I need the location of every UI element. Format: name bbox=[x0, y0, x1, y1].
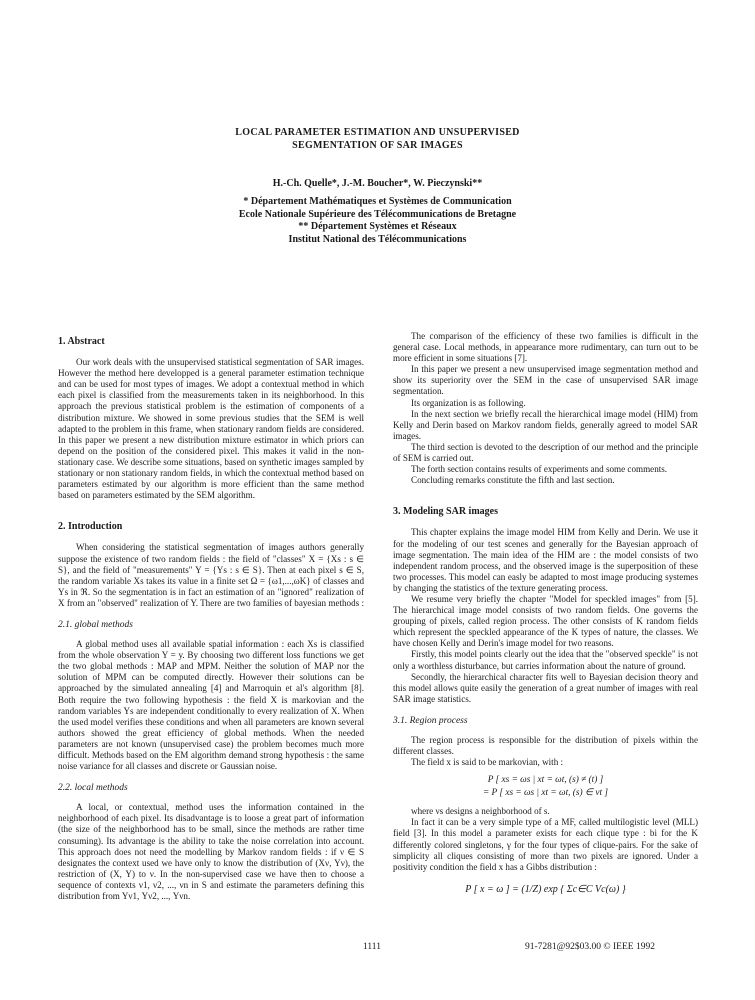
intro-paragraph: Its organization is as following. bbox=[411, 397, 526, 408]
intro-paragraph: The comparison of the efficiency of these two families is difficult in the general case. Local methods, in appearance more rudimentary, can turn out to be more efficient in some situations [7]. bbox=[393, 331, 698, 364]
page-number: 1111 bbox=[363, 942, 381, 952]
region-process-text: where νs designs a neighborhood of s. bbox=[411, 806, 550, 817]
section-heading-introduction: 2. Introduction bbox=[58, 521, 123, 533]
region-process-text: In fact it can be a very simple type of a MF, called multilogistic level (MLL) field [3]. In this model a parameter exists for each clique type : bi for the K differently colored singletons, γ for the four types of clique-pairs. For the sake of simplicity all cliques consisting of more than two pixels are ignored. Under a positivity condition the field x has a Gibbs distribution : bbox=[393, 817, 698, 872]
subsection-heading-region-process: 3.1. Region process bbox=[393, 715, 468, 726]
equation-line: = P [ xs = ωs | xt = ωt, (s) ∈ νt ] bbox=[482, 788, 609, 799]
region-process-text: The region process is responsible for the distribution of pixels within the different classes. bbox=[393, 735, 698, 757]
section-heading-modeling: 3. Modeling SAR images bbox=[393, 506, 498, 518]
intro-paragraph: In the next section we briefly recall the hierarchical image model (HIM) from Kelly and Derin based on Markov random fields, generally agreed to model SAR images. bbox=[393, 408, 698, 441]
affiliation-line: Institut National des Télécommunications bbox=[288, 233, 467, 245]
subsection-heading-global-methods: 2.1. global methods bbox=[58, 619, 133, 630]
intro-paragraph: Concluding remarks constitute the fifth and last section. bbox=[411, 475, 615, 486]
gibbs-equation: P [ x = ω ] = (1/Z) exp { Σc∈C Vc(ω) } bbox=[465, 883, 626, 895]
left-column bbox=[58, 336, 364, 902]
global-methods-text: A global method uses all available spatial information : each Xs is classified from the whole observation Y = y. By choosing two different loss functions we get the two global methods : MAP and MPM. Neither the solution of MAP nor the solution of MPM can be computed directly. However their solutions can be approached by the simulated annealing [4] and Marroquin et al's algorithm [8]. Both require the two following hypothesis : the field X is markovian and the random variables Ys are independent conditionally to every realization of X. When the used model verifies these conditions and when all parameters are known several authors showed the great efficiency of global methods. When the needed parameters are not known (unsupervised case) the problem becomes much more difficult. Methods based on the EM algorithm demand strong hypothesis : the same noise variance for all classes and discrete or Gaussian noise. bbox=[58, 639, 364, 772]
modeling-paragraph: We resume very briefly the chapter "Model for speckled images" from [5]. The hierarchical image model consists of two random fields. One governs the grouping of pixels, called region process. The other consists of K random fields which represent the speckled appearance of the K types of nature, the classes. We have chosen Kelly and Derin's image model for two reasons. bbox=[393, 593, 698, 649]
modeling-paragraph: This chapter explains the image model HIM from Kelly and Derin. We use it for the modeling of our test scenes and generally for the Bayesian approach of image segmentation. The main idea of the HIM are : the model consists of two independent random process, and the observed image is the superposition of these two processes. This model can easly be adapted to most image producing systemes by changing the statistics of the texture generating process. bbox=[393, 527, 698, 593]
markov-equation bbox=[393, 774, 698, 800]
title-line-1: LOCAL PARAMETER ESTIMATION AND UNSUPERVISED bbox=[235, 127, 520, 138]
title-line-2: SEGMENTATION OF SAR IMAGES bbox=[292, 140, 463, 151]
modeling-paragraph: Secondly, the hierarchical character fits well to Bayesian decision theory and this model allows quite easily the generation of a great number of images with real SAR image statistics. bbox=[393, 671, 698, 704]
paper-title bbox=[0, 126, 755, 152]
intro-paragraph: The forth section contains results of experiments and some comments. bbox=[411, 464, 668, 475]
intro-paragraph: The third section is devoted to the description of our method and the principle of SEM is carried out. bbox=[393, 441, 698, 464]
subsection-heading-local-methods: 2.2. local methods bbox=[58, 783, 128, 794]
affiliations bbox=[0, 196, 755, 246]
equation-line: P [ xs = ωs | xt = ωt, (s) ≠ (t) ] bbox=[487, 775, 604, 786]
copyright-notice: 91-7281@92$03.00 © IEEE 1992 bbox=[525, 942, 655, 952]
local-methods-text: A local, or contextual, method uses the information contained in the neighborhood of each pixel. Its disadvantage is to loose a great part of information (the size of the neighborhood has to be small, since the methods are rather time consuming). Its advantage is the ability to take the noise correlation into account. This approach does not need the modelling by Markov random fields : if ν ∈ S designates the context used we have only to know the distribution of (Xν, Yν), the restriction of (X, Y) to ν. In the non-supervised case we have then to choose a sequence of contexts ν1, ν2, ..., νn in S and estimate the parameters defining this distribution from Yν1, Yν2, ..., Yνn. bbox=[58, 802, 364, 902]
intro-paragraph: In this paper we present a new unsupervised image segmentation method and show its superiority over the SEM in the case of unsupervised SAR image segmentation. bbox=[393, 364, 698, 397]
region-process-text: The field x is said to be markovian, with : bbox=[411, 757, 564, 768]
affiliation-line: * Département Mathématiques et Systèmes de Communication bbox=[243, 196, 512, 207]
section-heading-abstract: 1. Abstract bbox=[58, 336, 105, 347]
affiliation-line: ** Département Systèmes et Réseaux bbox=[298, 221, 457, 232]
affiliation-line: Ecole Nationale Supérieure des Télécommunications de Bretagne bbox=[238, 208, 517, 220]
abstract-text: Our work deals with the unsupervised statistical segmentation of SAR images. However the method here developped is a general parameter estimation technique and can be used for most types of images. We adopt a contextual method in which each pixel is classified from the measurements taken in its neighborhood. In this approach the previous statistical problem is the estimation of components of a distribution mixture. We showed in some previous studies that the SEM is well adapted to the problem in this frame, when stationary random fields are considered. In this paper we present a new distribution mixture estimator in which priors can depend on the position of the considered pixel. This makes it valid in the non-stationary case. We describe some situations, based on synthetic images sampled by stationary or non stationary random fields, in which the contextual method based on parameters estimated by our algorithm is more efficient than the same method based on parameters estimated by the SEM algorithm. bbox=[58, 357, 364, 501]
modeling-paragraph: Firstly, this model points clearly out the idea that the "observed speckle" is not only a worthless disturbance, but carries information about the nature of ground. bbox=[393, 649, 698, 671]
right-column bbox=[393, 331, 698, 902]
author-list: H.-Ch. Quelle*, J.-M. Boucher*, W. Pieczynski** bbox=[272, 178, 483, 189]
introduction-text: When considering the statistical segmentation of images authors generally suppose the existence of two random fields : the field of "classes" X = {Xs : s ∈ S}, and the field of "measurements" Y = {Ys : s ∈ S}. Then at each pixel s ∈ S, the random variable Xs takes its value in a finite set Ω = {ω1,...,ωK} of classes and Ys in ℜ. So the segmentation is in fact an estimation of an "ignored" realization of X from an "observed" realization of Y. There are two families of bayesian methods : bbox=[58, 542, 364, 608]
